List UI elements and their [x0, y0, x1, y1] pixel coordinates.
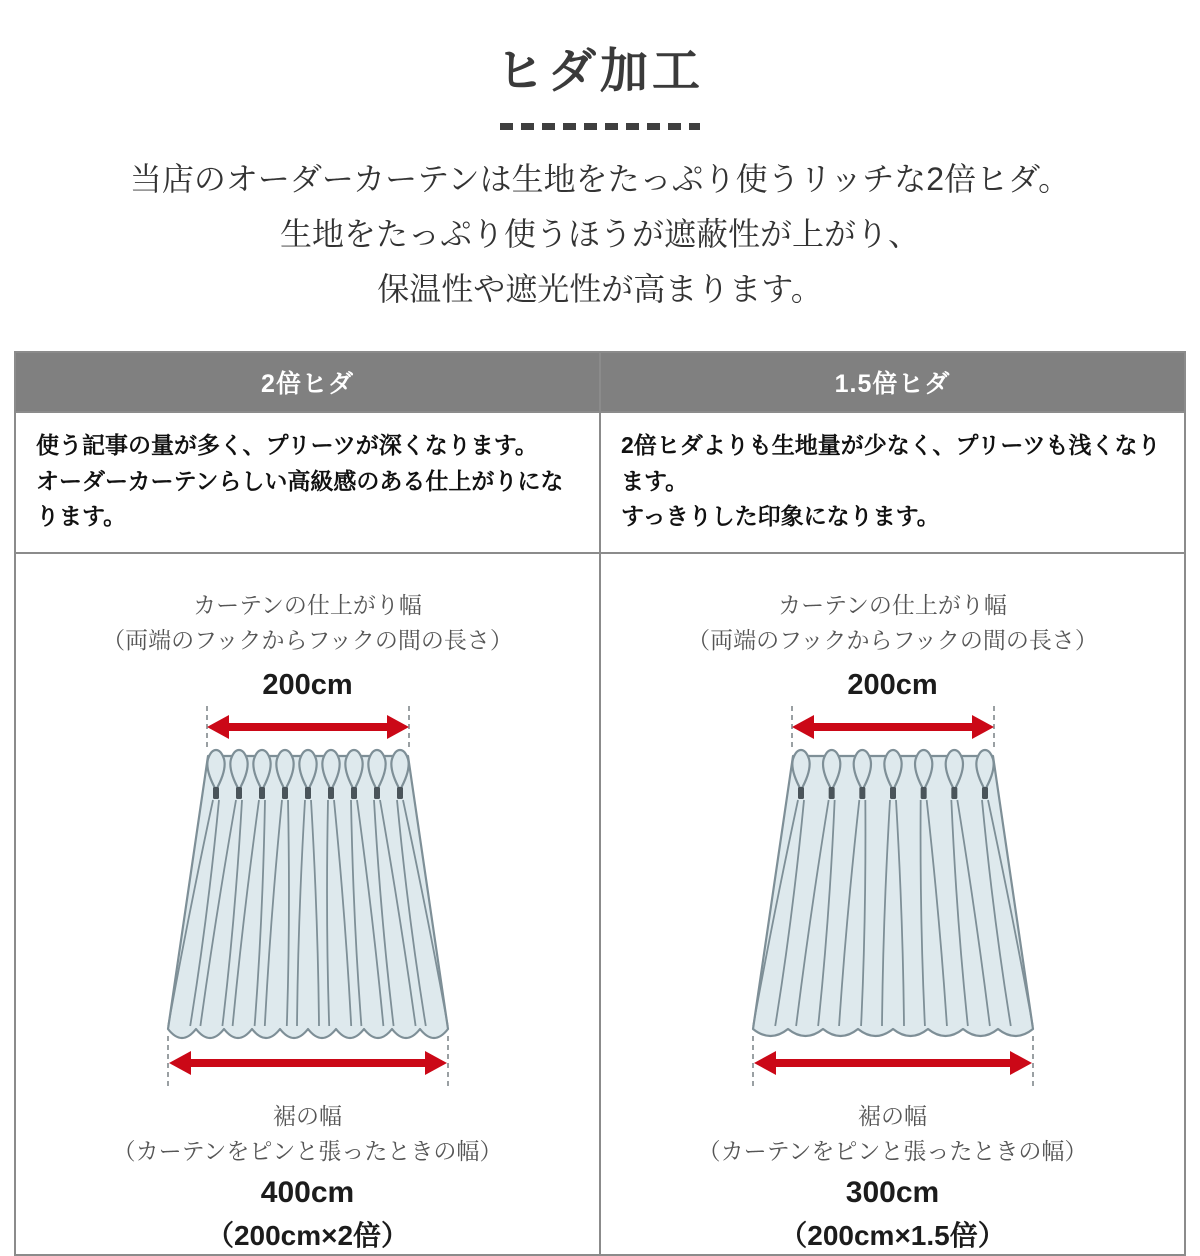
hem-width-value: 400cm — [260, 1176, 355, 1210]
hem-width-arrow — [169, 1051, 447, 1075]
diagram-row — [15, 553, 1185, 1255]
pleat-comparison-table — [14, 351, 1186, 1256]
pleat-hook — [259, 787, 265, 799]
pleat-hook — [798, 787, 804, 799]
hem-width-arrow — [754, 1051, 1032, 1075]
page-title: ヒダ加工 — [495, 45, 704, 98]
intro-line: 生地をたっぷり使うほうが遮蔽性が上がり、 — [279, 216, 920, 253]
pleat-hook — [982, 787, 988, 799]
pleat-hook — [859, 787, 865, 799]
hem-width-calc: （200cm×1.5倍） — [779, 1220, 1006, 1252]
finished-width-value: 200cm — [847, 669, 938, 702]
top-width-arrow — [207, 715, 409, 739]
pleat-hook — [351, 787, 357, 799]
description-sentence: すっきりした印象になります。 — [621, 503, 940, 530]
hem-width-label: 裾の幅 — [273, 1103, 342, 1130]
intro-line: 当店のオーダーカーテンは生地をたっぷり使うリッチな2倍ヒダ。 — [129, 161, 1071, 197]
pleat-hook — [305, 787, 311, 799]
intro-paragraph — [0, 152, 1200, 317]
pleat-hook — [397, 787, 403, 799]
hem-width-label: 裾の幅 — [858, 1103, 927, 1130]
description-sentence: 使う記事の量が多く、プリーツが深くなります。 — [36, 432, 538, 459]
pleat-hook — [828, 787, 834, 799]
table-header-row — [15, 352, 1185, 412]
curtain-diagram-2x — [147, 704, 469, 1097]
curtain-diagram-svg — [147, 704, 469, 1092]
pleat-hook — [236, 787, 242, 799]
pleat-hook — [328, 787, 334, 799]
pleat-hook — [951, 787, 957, 799]
curtain-diagram-1-5x — [732, 704, 1054, 1097]
finished-width-label: カーテンの仕上がり幅 — [778, 592, 1007, 619]
header-1-5x-pleat: 1.5倍ヒダ — [600, 352, 1185, 412]
hem-width-calc: （200cm×2倍） — [205, 1220, 410, 1252]
curtain-diagram-svg — [732, 704, 1054, 1092]
top-width-arrow — [792, 715, 994, 739]
pleat-hook — [374, 787, 380, 799]
finished-width-value: 200cm — [262, 669, 353, 702]
description-2x — [15, 412, 600, 553]
finished-width-label: カーテンの仕上がり幅 — [193, 592, 422, 619]
finished-width-note: （両端のフックからフックの間の長さ） — [687, 626, 1098, 653]
hem-width-note: （カーテンをピンと張ったときの幅） — [697, 1137, 1088, 1164]
description-sentence: オーダーカーテンらしい高級感のある仕上がりになります。 — [36, 467, 564, 530]
hem-width-note: （カーテンをピンと張ったときの幅） — [112, 1137, 503, 1164]
finished-width-note: （両端のフックからフックの間の長さ） — [102, 626, 513, 653]
pleat-hook — [282, 787, 288, 799]
header-2x-pleat: 2倍ヒダ — [15, 352, 600, 412]
intro-line: 保温性や遮光性が高まります。 — [377, 271, 823, 308]
dashed-divider — [500, 123, 700, 130]
diagram-cell-1-5x — [600, 553, 1185, 1255]
pleat-hook — [920, 787, 926, 799]
description-row — [15, 412, 1185, 553]
pleat-hook — [890, 787, 896, 799]
description-1-5x — [600, 412, 1185, 553]
curtain-shape — [753, 750, 1033, 1036]
pleat-hook — [213, 787, 219, 799]
diagram-cell-2x — [15, 553, 600, 1255]
hem-width-value: 300cm — [845, 1176, 940, 1210]
curtain-shape — [168, 750, 448, 1038]
description-sentence: 2倍ヒダよりも生地量が少なく、プリーツも浅くなります。 — [621, 432, 1161, 494]
